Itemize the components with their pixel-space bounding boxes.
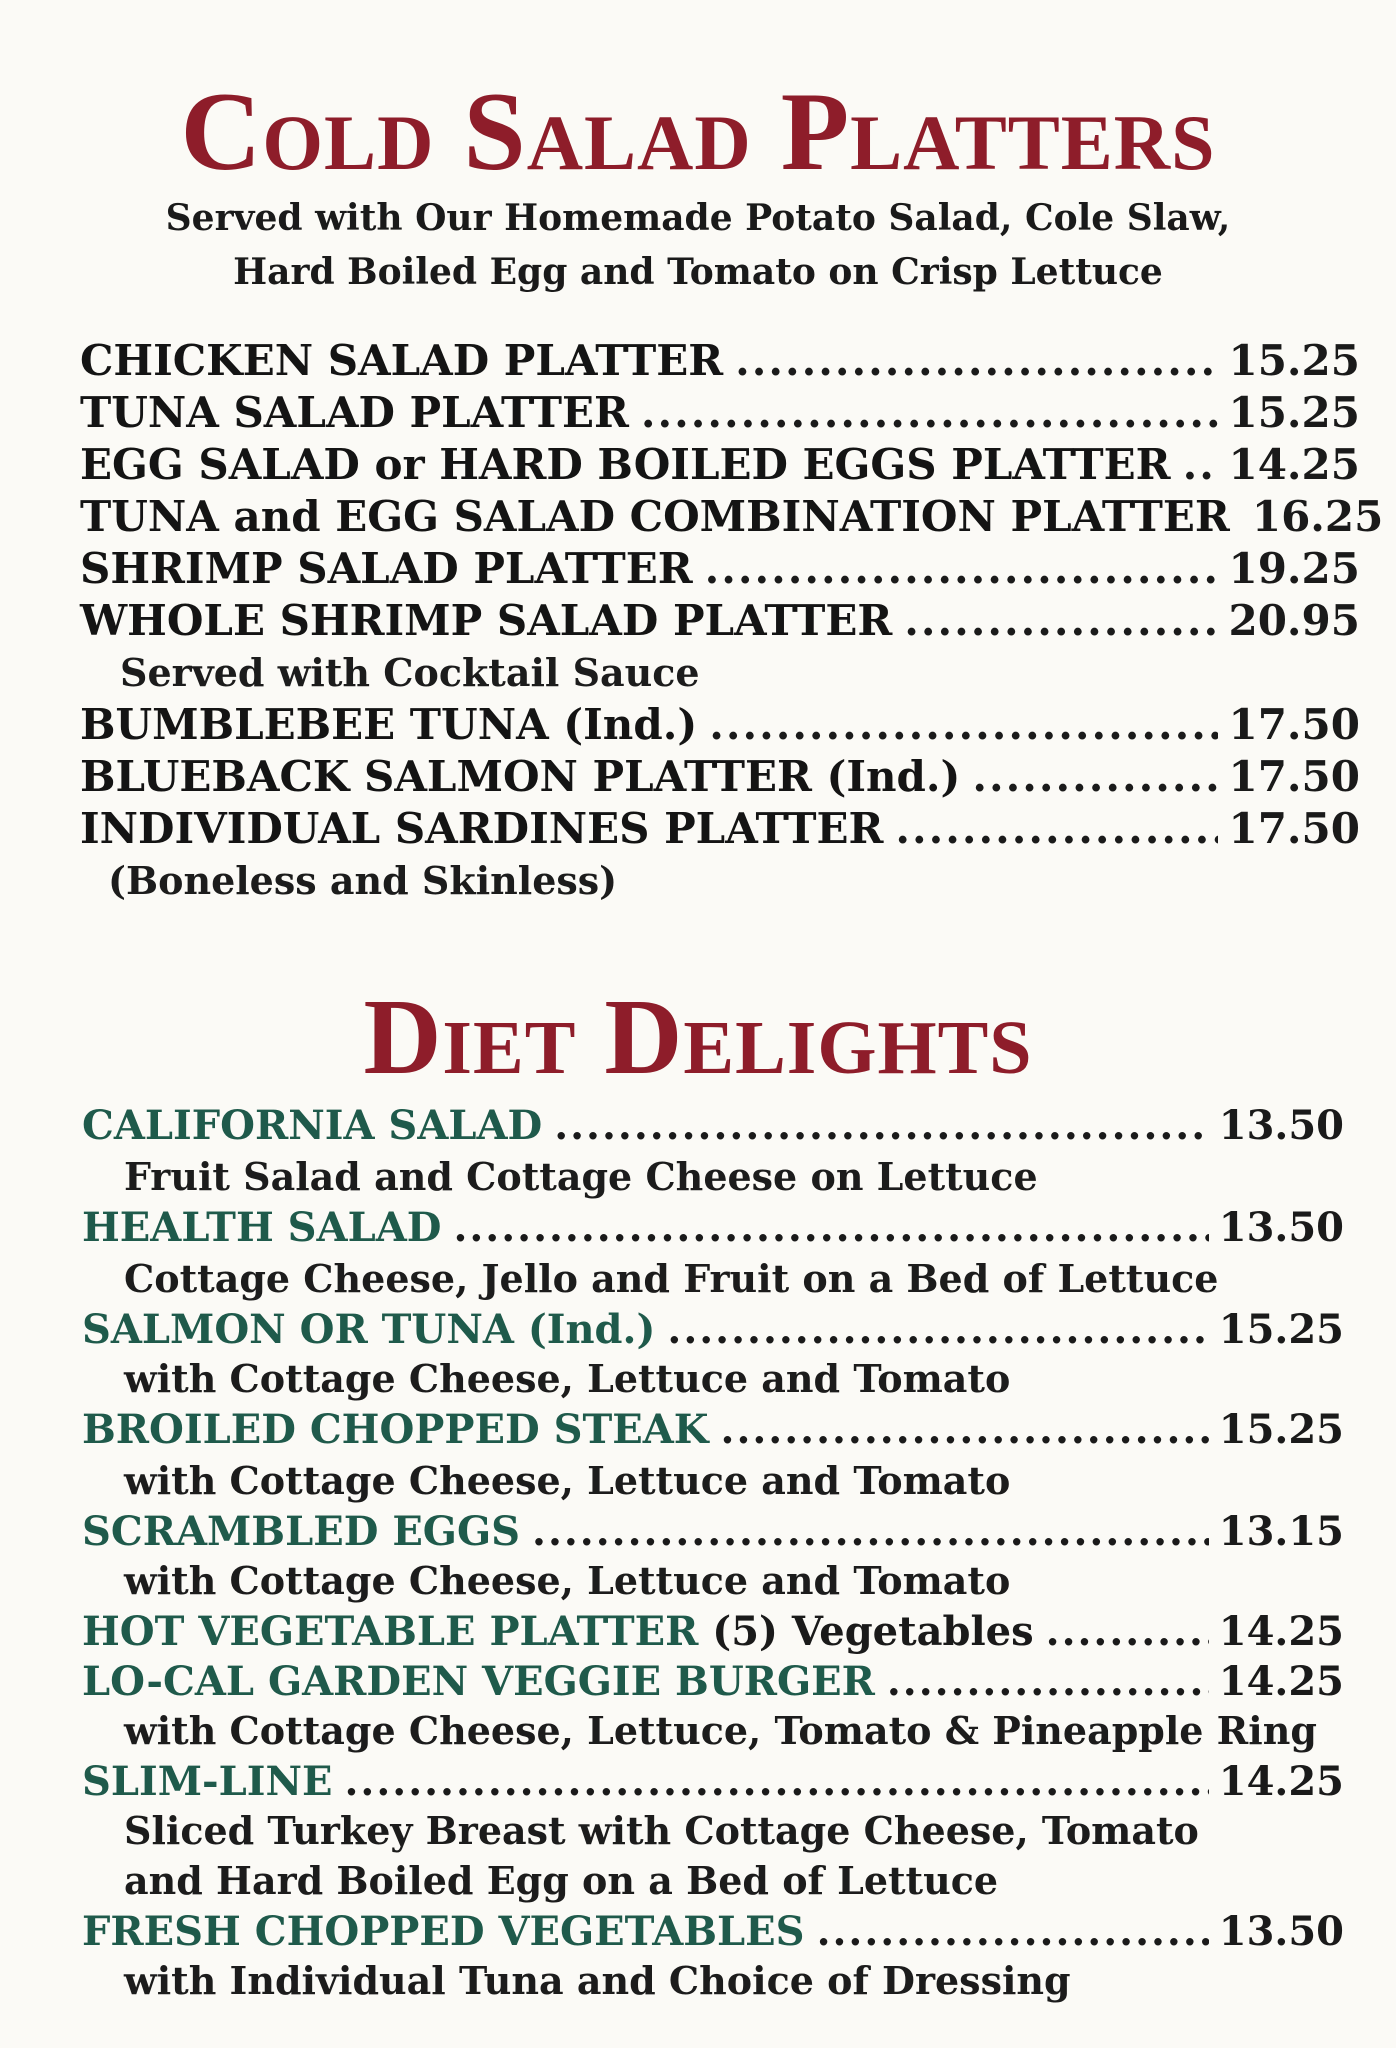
cold-salad-title: Cold Salad Platters xyxy=(180,70,1216,194)
item-name: SLIM-LINE xyxy=(82,1758,333,1805)
menu-item xyxy=(82,1758,1344,1808)
item-name: SCRAMBLED EGGS xyxy=(82,1508,521,1555)
item-note: with Individual Tuna and Choice of Dressing xyxy=(124,1958,1071,2003)
dot-leader xyxy=(1183,440,1219,489)
menu-item xyxy=(82,1508,1344,1558)
item-note: with Cottage Cheese, Lettuce and Tomato xyxy=(124,1558,1011,1603)
menu-item xyxy=(82,1406,1344,1456)
item-price: 17.50 xyxy=(1228,752,1360,801)
menu-item xyxy=(82,1306,1344,1356)
item-name: SALMON OR TUNA (Ind.) xyxy=(82,1306,656,1353)
item-price: 19.25 xyxy=(1228,544,1360,593)
item-price: 17.50 xyxy=(1228,700,1360,749)
item-price: 14.25 xyxy=(1218,1658,1344,1705)
item-price: 14.25 xyxy=(1228,440,1360,489)
dot-leader xyxy=(705,544,1219,593)
cold-salad-subtitle-line1: Served with Our Homemade Potato Salad, Cole Slaw, xyxy=(165,197,1231,239)
menu-item xyxy=(82,1908,1344,1958)
item-price: 17.50 xyxy=(1228,804,1360,853)
menu-item xyxy=(82,1102,1344,1152)
item-name: FRESH CHOPPED VEGETABLES xyxy=(82,1908,805,1955)
item-price: 14.25 xyxy=(1218,1758,1344,1805)
menu-item xyxy=(80,700,1360,752)
menu-item xyxy=(82,1204,1344,1254)
item-note: Sliced Turkey Breast with Cottage Cheese, Tomato xyxy=(124,1808,1199,1853)
item-name: TUNA SALAD PLATTER xyxy=(80,388,629,437)
menu-item xyxy=(80,492,1384,544)
menu-item xyxy=(80,440,1360,492)
dot-leader xyxy=(972,752,1218,801)
item-price: 14.25 xyxy=(1218,1608,1344,1655)
dot-leader xyxy=(453,1204,1208,1251)
item-price: 15.25 xyxy=(1228,336,1360,385)
menu-item xyxy=(82,1608,1344,1658)
item-price: 15.25 xyxy=(1218,1406,1344,1453)
menu-item xyxy=(80,596,1360,648)
item-price: 20.95 xyxy=(1228,596,1360,645)
menu-item xyxy=(80,388,1360,440)
dot-leader xyxy=(709,700,1218,749)
dot-leader xyxy=(532,1508,1209,1555)
item-price: 16.25 xyxy=(1251,492,1384,541)
item-name: BUMBLEBEE TUNA (Ind.) xyxy=(80,700,698,749)
item-name: EGG SALAD or HARD BOILED EGGS PLATTER xyxy=(80,440,1171,489)
menu-item xyxy=(80,336,1360,388)
dot-leader xyxy=(735,336,1218,385)
item-name: CHICKEN SALAD PLATTER xyxy=(80,336,724,385)
dot-leader xyxy=(817,1908,1209,1955)
menu-item xyxy=(80,752,1360,804)
item-note: Fruit Salad and Cottage Cheese on Lettuce xyxy=(124,1154,1038,1199)
item-note: with Cottage Cheese, Lettuce and Tomato xyxy=(124,1458,1011,1503)
item-name: SHRIMP SALAD PLATTER xyxy=(80,544,693,593)
item-note: Served with Cocktail Sauce xyxy=(120,650,700,695)
dot-leader xyxy=(554,1102,1209,1149)
item-name-suffix: (5) Vegetables xyxy=(698,1608,1034,1655)
item-note: with Cottage Cheese, Lettuce and Tomato xyxy=(124,1356,1011,1401)
dot-leader xyxy=(887,1658,1209,1705)
menu-item xyxy=(80,544,1360,596)
item-price: 15.25 xyxy=(1228,388,1360,437)
item-price: 15.25 xyxy=(1218,1306,1344,1353)
item-price: 13.50 xyxy=(1218,1102,1344,1149)
dot-leader xyxy=(345,1758,1209,1805)
item-name: TUNA and EGG SALAD COMBINATION PLATTER xyxy=(80,492,1230,541)
item-name: HEALTH SALAD xyxy=(82,1204,442,1251)
item-name: WHOLE SHRIMP SALAD PLATTER xyxy=(80,596,893,645)
menu-item xyxy=(82,1658,1344,1708)
item-price: 13.15 xyxy=(1218,1508,1344,1555)
dot-leader xyxy=(667,1306,1208,1353)
diet-delights-title: Diet Delights xyxy=(363,978,1033,1097)
item-name: HOT VEGETABLE PLATTER xyxy=(82,1608,699,1655)
dot-leader xyxy=(895,804,1218,853)
item-name: CALIFORNIA SALAD xyxy=(82,1102,543,1149)
item-name: BLUEBACK SALMON PLATTER (Ind.) xyxy=(80,752,961,801)
dot-leader xyxy=(641,388,1219,437)
menu-item xyxy=(80,804,1360,856)
item-note: Cottage Cheese, Jello and Fruit on a Bed of Lettuce xyxy=(124,1256,1219,1301)
item-price: 13.50 xyxy=(1218,1908,1344,1955)
item-price: 13.50 xyxy=(1218,1204,1344,1251)
item-note-line2: and Hard Boiled Egg on a Bed of Lettuce xyxy=(124,1858,999,1903)
dot-leader xyxy=(721,1406,1209,1453)
item-name: LO-CAL GARDEN VEGGIE BURGER xyxy=(82,1658,875,1705)
item-name: INDIVIDUAL SARDINES PLATTER xyxy=(80,804,884,853)
dot-leader xyxy=(904,596,1218,645)
dot-leader xyxy=(1046,1608,1209,1655)
item-name: BROILED CHOPPED STEAK xyxy=(82,1406,709,1453)
cold-salad-subtitle-line2: Hard Boiled Egg and Tomato on Crisp Lettuce xyxy=(233,251,1163,293)
item-note: (Boneless and Skinless) xyxy=(108,858,618,903)
item-note: with Cottage Cheese, Lettuce, Tomato & Pineapple Ring xyxy=(124,1708,1317,1753)
